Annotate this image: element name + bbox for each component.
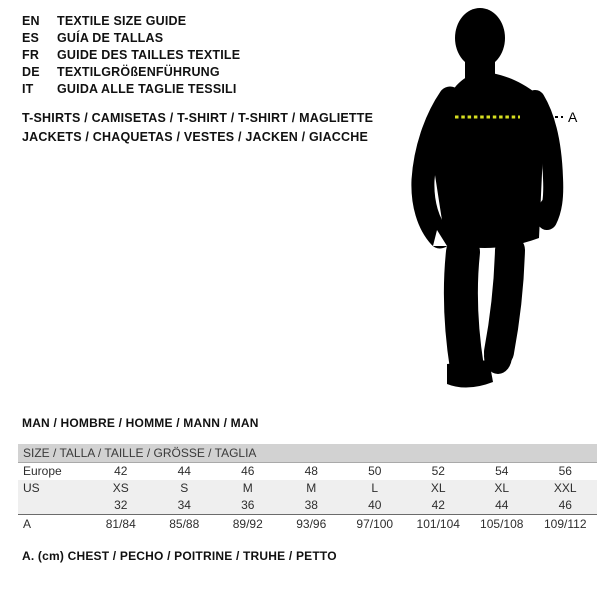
table-cell: 36 <box>241 498 255 512</box>
table-cell: 56 <box>558 464 572 478</box>
measurement-footnote: A. (cm) CHEST / PECHO / POITRINE / TRUHE / PETTO <box>22 549 337 563</box>
table-cell: XL <box>430 481 446 495</box>
language-row <box>22 64 240 81</box>
table-cell: 48 <box>304 464 318 478</box>
size-table <box>18 444 597 533</box>
row-label: US <box>23 481 40 495</box>
table-cell: 89/92 <box>232 517 263 531</box>
language-row <box>22 30 240 47</box>
table-cell: M <box>242 481 253 495</box>
table-cell: 32 <box>114 498 128 512</box>
table-row-us-letters <box>18 480 597 497</box>
table-cell: 101/104 <box>416 517 460 531</box>
silhouette-back-foot <box>484 338 512 374</box>
table-cell: 105/108 <box>480 517 524 531</box>
row-label: Europe <box>23 464 62 478</box>
section-title: MAN / HOMBRE / HOMME / MANN / MAN <box>22 416 259 430</box>
table-cell: 54 <box>495 464 509 478</box>
language-code: EN <box>22 14 40 28</box>
table-cell: M <box>306 481 317 495</box>
table-cell: XL <box>494 481 510 495</box>
table-header: SIZE / TALLA / TAILLE / GRÖSSE / TAGLIA <box>18 444 597 463</box>
silhouette-right-hand <box>538 198 556 228</box>
table-cell: 40 <box>368 498 382 512</box>
table-cell: 34 <box>177 498 191 512</box>
table-cell: 42 <box>431 498 445 512</box>
language-title: GUIDE DES TAILLES TEXTILE <box>57 48 241 62</box>
language-list <box>22 13 240 98</box>
language-code: FR <box>22 48 40 62</box>
table-cell: S <box>180 481 189 495</box>
measure-label-a: A <box>568 109 578 125</box>
table-cell: 81/84 <box>105 517 136 531</box>
product-type-lines <box>22 109 373 147</box>
language-row <box>22 81 240 98</box>
table-row-europe <box>18 463 597 480</box>
man-silhouette-figure <box>395 0 595 400</box>
table-cell: 97/100 <box>356 517 394 531</box>
table-cell: 52 <box>431 464 445 478</box>
table-row-us-numbers <box>18 497 597 514</box>
language-code: ES <box>22 31 40 45</box>
table-cell: 50 <box>368 464 382 478</box>
language-title: GUIDA ALLE TAGLIE TESSILI <box>57 82 237 96</box>
language-row <box>22 47 240 64</box>
row-label: A <box>23 517 32 531</box>
table-cell: 85/88 <box>169 517 200 531</box>
language-title: TEXTILE SIZE GUIDE <box>57 14 187 28</box>
silhouette-left-leg <box>461 252 467 368</box>
us-size-stripe <box>18 480 597 514</box>
row-label <box>18 497 89 514</box>
table-cell: 93/96 <box>296 517 327 531</box>
table-cell: 46 <box>558 498 572 512</box>
language-title: TEXTILGRÖßENFÜHRUNG <box>57 65 220 79</box>
language-code: DE <box>22 65 40 79</box>
language-row <box>22 13 240 30</box>
table-cell: 42 <box>114 464 128 478</box>
table-cell: 109/112 <box>544 517 587 531</box>
table-row-chest <box>18 514 597 533</box>
table-cell: XS <box>112 481 129 495</box>
table-cell: XXL <box>553 481 577 495</box>
silhouette-right-leg <box>499 250 510 352</box>
table-cell: 46 <box>241 464 255 478</box>
product-type-jackets: JACKETS / CHAQUETAS / VESTES / JACKEN / GIACCHE <box>22 130 369 144</box>
table-cell: 44 <box>495 498 509 512</box>
language-code: IT <box>22 82 34 96</box>
language-title: GUÍA DE TALLAS <box>57 31 164 45</box>
table-cell: 44 <box>177 464 191 478</box>
table-cell: L <box>371 481 379 495</box>
table-cell: 38 <box>304 498 318 512</box>
product-type-tshirts: T-SHIRTS / CAMISETAS / T-SHIRT / T-SHIRT / MAGLIETTE <box>22 111 374 125</box>
